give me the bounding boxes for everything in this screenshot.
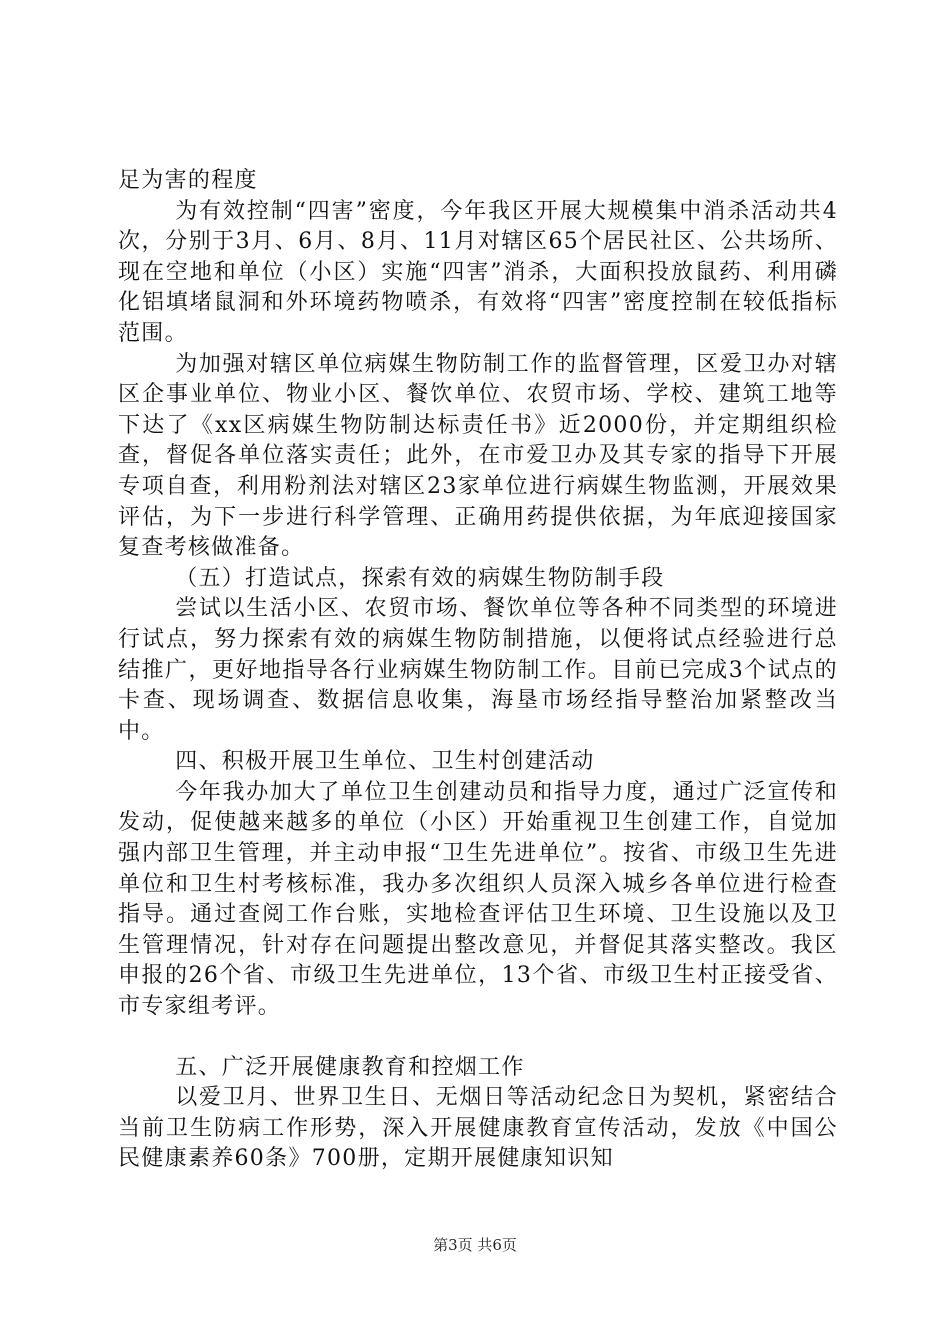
- paragraph-health-education: 以爱卫月、世界卫生日、无烟日等活动纪念日为契机，紧密结合当前卫生防病工作形势，深入开展健康教育宣传活动，发放《中国公民健康素养60条》700册，定期开展健康知识知: [118, 1085, 838, 1172]
- section-heading-health-education: 五、广泛开展健康教育和控烟工作: [175, 1054, 525, 1080]
- section-heading-health-units: 四、积极开展卫生单位、卫生村创建活动: [175, 749, 595, 775]
- paragraph-health-units: 今年我办加大了单位卫生创建动员和指导力度，通过广泛宣传和发动，促使越来越多的单位（小区）开始重视卫生创建工作，自觉加强内部卫生管理，并主动申报“卫生先进单位”。按省、市级卫生先进单位和卫生村考核标准，我办多次组织人员深入城乡各单位进行检查指导。通过查阅工作台账，实地检查评估卫生环境、卫生设施以及卫生管理情况，针对存在问题提出整改意见，并督促其落实整改。我区申报的26个省、市级卫生先进单位，13个省、市级卫生村正接受省、市专家组考评。: [118, 779, 838, 1020]
- paragraph-supervision: 为加强对辖区单位病媒生物防制工作的监督管理，区爱卫办对辖区企事业单位、物业小区、餐饮单位、农贸市场、学校、建筑工地等下达了《xx区病媒生物防制达标责任书》近2000份，并定期组织检查，督促各单位落实责任；此外，在市爱卫办及其专家的指导下开展专项自查，利用粉剂法对辖区23家单位进行病媒生物监测，开展效果评估，为下一步进行科学管理、正确用药提供依据，为年底迎接国家复查考核做准备。: [118, 351, 838, 561]
- page-number-footer: 第3页 共6页: [433, 1236, 517, 1254]
- paragraph-continuation: 足为害的程度: [118, 168, 258, 193]
- paragraph-pilot: 尝试以生活小区、农贸市场、餐饮单位等各种不同类型的环境进行试点，努力探索有效的病媒生物防制措施，以便将试点经验进行总结推广，更好地指导各行业病媒生物防制工作。目前已完成3个试点的卡查、现场调查、数据信息收集，海垦市场经指导整治加紧整改当中。: [118, 596, 838, 744]
- paragraph-pest-control: 为有效控制“四害”密度，今年我区开展大规模集中消杀活动共4次，分别于3月、6月、8月、11月对辖区65个居民社区、公共场所、现在空地和单位（小区）实施“四害”消杀，大面积投放鼠药、利用磷化铝填堵鼠洞和外环境药物喷杀，有效将“四害”密度控制在较低指标范围。: [118, 198, 838, 346]
- paragraph-gap: [118, 1023, 838, 1053]
- section-heading-pilot: （五）打造试点，探索有效的病媒生物防制手段: [175, 565, 665, 591]
- document-body: [118, 166, 838, 1175]
